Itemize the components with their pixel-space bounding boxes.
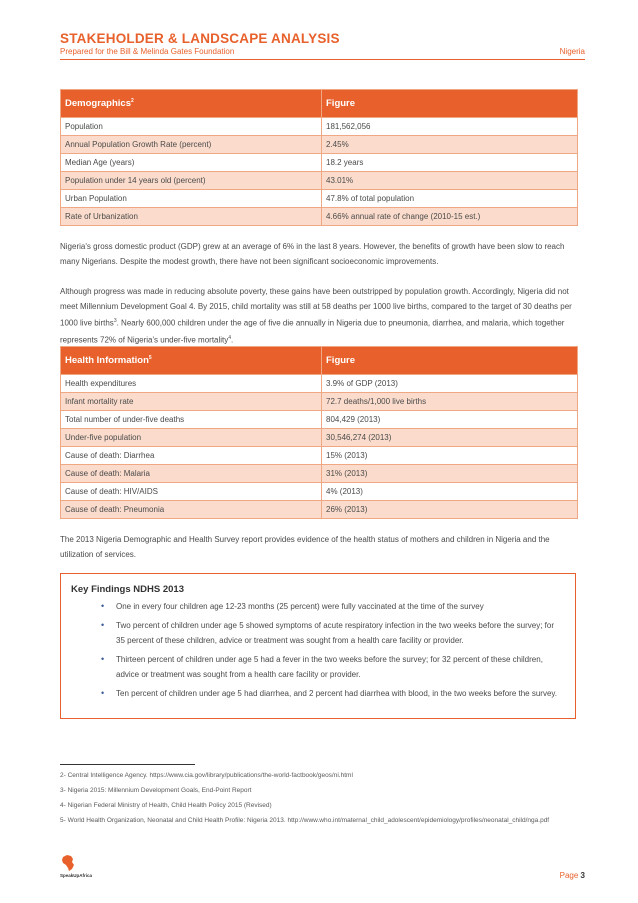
figure-heading: Figure (322, 90, 578, 118)
logo-text: SpeakUpAfrica (60, 873, 93, 878)
paragraph-poverty: Although progress was made in reducing absolute poverty, these gains have been outstripped by population growth. Accordingly, Nigeria did not meet Millennium Development Goal 4. By 2015, child mortality was still at 58 deaths per 1000 live births, compared to the target of 30 deaths per 1000 live births$^3$. Nearly 600,000 children under the age of five die annually in Nigeria due to pneumonia, diarrhea, and malaria, which together represents 72% of Nigeria's under-five mortality$^4$. (60, 287, 572, 345)
document-subtitle: Prepared for the Bill & Melinda Gates Foundation (60, 47, 235, 56)
paragraph-gdp: Nigeria's gross domestic product (GDP) grew at an average of 6% in the last 8 years. However, the benefits of growth have been slow to reach many Nigerians. Despite the modest growth, there have not been significant socioeconomic improvements. (60, 242, 565, 266)
row-value: 3.9% of GDP (2013) (322, 375, 578, 393)
row-value: 4.66% annual rate of change (2010-15 est.) (322, 208, 578, 226)
row-label: Cause of death: Malaria (61, 465, 322, 483)
demographics-heading: Demographics$^2$ (61, 90, 322, 118)
figure-heading: Figure (322, 347, 578, 375)
table-row (61, 393, 578, 411)
row-value: 47.8% of total population (322, 190, 578, 208)
key-findings-list (95, 599, 561, 705)
bullet-icon: • (101, 620, 105, 630)
row-value: 43.01% (322, 172, 578, 190)
bullet-icon: • (101, 601, 105, 611)
row-label: Population (61, 118, 322, 136)
table-row (61, 136, 578, 154)
footnote: 4- Nigerian Federal Ministry of Health, Child Health Policy 2015 (Revised) (60, 802, 272, 809)
row-label: Cause of death: Pneumonia (61, 501, 322, 519)
health-heading: Health Information$^5$ (61, 347, 322, 375)
table-row (61, 208, 578, 226)
table-row (61, 190, 578, 208)
page-number: Page 3 (559, 871, 585, 880)
row-value: 2.45% (322, 136, 578, 154)
demographics-table (60, 89, 578, 226)
row-value: 30,546,274 (2013) (322, 429, 578, 447)
row-value: 26% (2013) (322, 501, 578, 519)
row-label: Health expenditures (61, 375, 322, 393)
table-header-row (61, 90, 578, 118)
footnote: 5- World Health Organization, Neonatal and Child Health Profile: Nigeria 2013. http://www.who.int/maternal_child_adolescent/epidemiology/profiles/neonatal_child/nga.pdf (60, 817, 550, 824)
row-label: Rate of Urbanization (61, 208, 322, 226)
table-row (61, 465, 578, 483)
paragraph-ndhs: The 2013 Nigeria Demographic and Health Survey report provides evidence of the health status of mothers and children in Nigeria and the utilization of services. (60, 535, 550, 559)
row-value: 15% (2013) (322, 447, 578, 465)
table-row (61, 411, 578, 429)
row-label: Infant mortality rate (61, 393, 322, 411)
country-label: Nigeria (559, 47, 585, 56)
row-value: 4% (2013) (322, 483, 578, 501)
key-findings-title: Key Findings NDHS 2013 (71, 584, 184, 595)
row-label: Population under 14 years old (percent) (61, 172, 322, 190)
table-row (61, 483, 578, 501)
table-row (61, 172, 578, 190)
footnotes (60, 768, 580, 828)
speakupafrica-logo-icon (60, 854, 120, 884)
row-label: Total number of under-five deaths (61, 411, 322, 429)
bullet-icon: • (101, 688, 105, 698)
table-row (61, 375, 578, 393)
table-row (61, 501, 578, 519)
table-row (61, 154, 578, 172)
row-value: 31% (2013) (322, 465, 578, 483)
footnote: 3- Nigeria 2015: Millennium Development Goals, End-Point Report (60, 787, 252, 794)
footnote: 2- Central Intelligence Agency. https://www.cia.gov/library/publications/the-world-factbook/geos/ni.html (60, 772, 353, 779)
document-title: STAKEHOLDER & LANDSCAPE ANALYSIS (60, 31, 340, 46)
bullet-icon: • (101, 654, 105, 664)
list-item: • One in every four children age 12-23 months (25 percent) were fully vaccinated at the time of the survey (95, 599, 561, 614)
header-divider (60, 59, 585, 60)
key-findings-box (60, 573, 576, 719)
row-label: Urban Population (61, 190, 322, 208)
row-label: Cause of death: Diarrhea (61, 447, 322, 465)
list-item: • Thirteen percent of children under age 5 had a fever in the two weeks before the survey; for 32 percent of these children, advice or treatment was sought from a health care facility or provider. (101, 654, 543, 679)
row-label: Median Age (years) (61, 154, 322, 172)
list-item: • Two percent of children under age 5 showed symptoms of acute respiratory infection in the two weeks before the survey; for 35 percent of these children, advice or treatment was sought from a health care facility or provider. (101, 620, 555, 645)
row-value: 72.7 deaths/1,000 live births (322, 393, 578, 411)
table-header-row (61, 347, 578, 375)
table-row (61, 447, 578, 465)
row-label: Cause of death: HIV/AIDS (61, 483, 322, 501)
row-label: Annual Population Growth Rate (percent) (61, 136, 322, 154)
row-value: 181,562,056 (322, 118, 578, 136)
row-label: Under-five population (61, 429, 322, 447)
footnote-divider (60, 764, 195, 765)
table-row (61, 429, 578, 447)
row-value: 804,429 (2013) (322, 411, 578, 429)
row-value: 18.2 years (322, 154, 578, 172)
list-item: • Ten percent of children under age 5 had diarrhea, and 2 percent had diarrhea with blood, in the two weeks before the survey. (95, 686, 561, 701)
health-table (60, 346, 578, 519)
table-row (61, 118, 578, 136)
